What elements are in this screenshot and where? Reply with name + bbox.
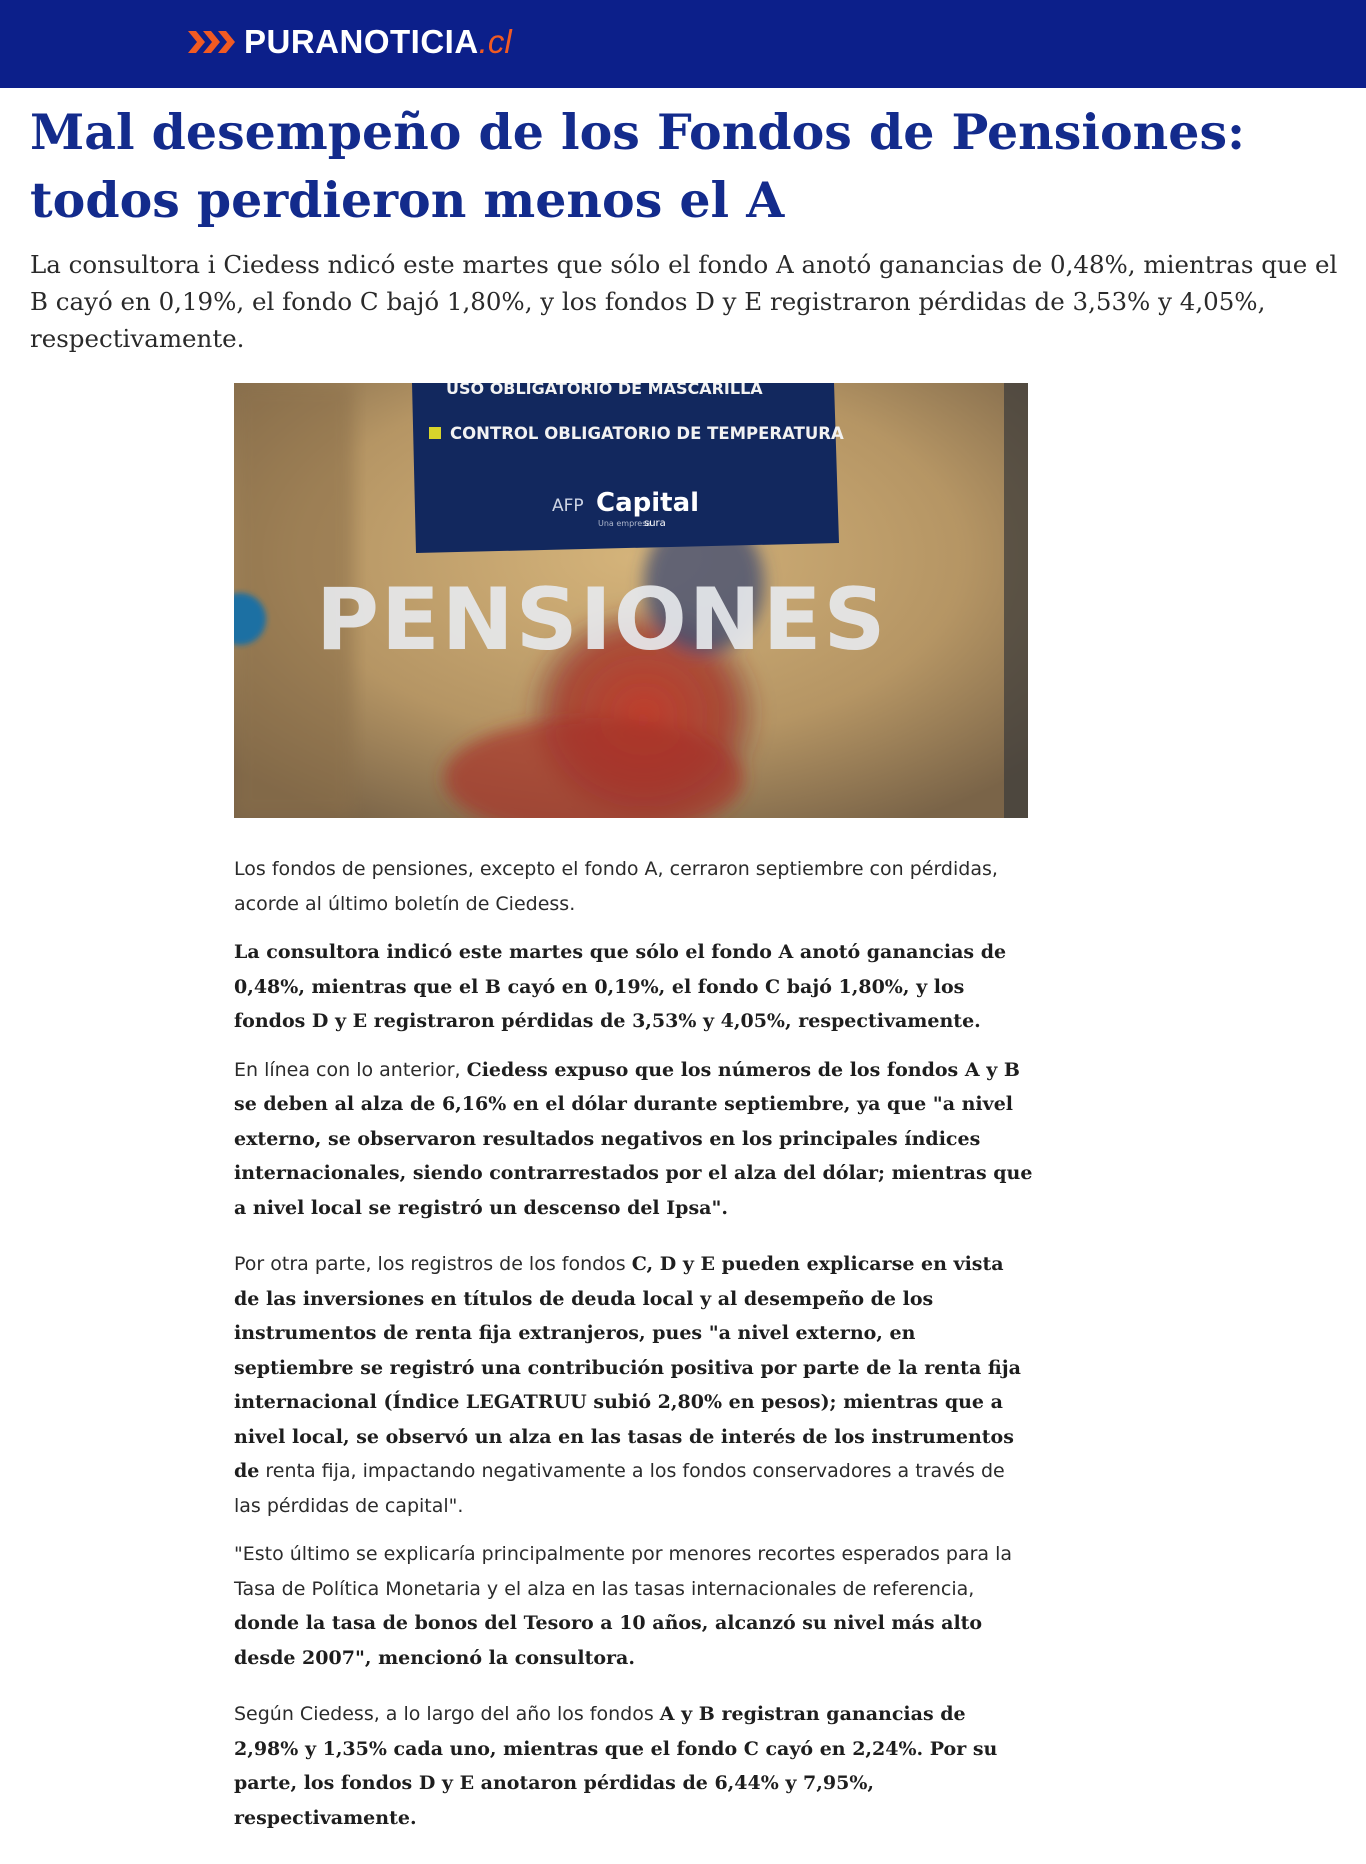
paragraph-3-intro: En línea con lo anterior, (234, 1058, 467, 1081)
paragraph-3 (234, 1053, 1034, 1226)
paragraph-5-intro: "Esto último se explicaría principalmente por menores recortes esperados para la Tasa de Política Monetaria y el alza en las tasas internacionales de referencia, (234, 1543, 1013, 1600)
paragraph-6-bold: A y B registran ganancias de 2,98% y 1,35% cada uno, mientras que el fondo C cayó en 2,24%. Por su parte, los fondos D y E anotaron pérdidas de 6,44% y 7,95%, respectivamente. (234, 1703, 998, 1829)
sign-brand-prefix: AFP (552, 496, 584, 516)
paragraph-4-bold: C, D y E pueden explicarse en vista de las inversiones en títulos de deuda local y al desempeño de los instrumentos de renta fija extranjeros, pues "a nivel externo, en septiembre se registró una contribución positiva por parte de la renta fija internacional (Índice LEGATRUU subió 2,80% en pesos); mientras que a nivel local, se observó un alza en las tasas de interés de los instrumentos de (234, 1253, 1021, 1482)
logo-wordmark: PURANOTICIA (244, 23, 479, 60)
paragraph-1: Los fondos de pensiones, excepto el fondo A, cerraron septiembre con pérdidas, acorde al último boletín de Ciedess. (234, 858, 998, 915)
logo-domain: .cl (478, 23, 512, 60)
paragraph-3-bold: Ciedess expuso que los números de los fondos A y B se deben al alza de 6,16% en el dólar durante septiembre, ya que "a nivel externo, se observaron resultados negativos en los principales índices internacionales, siendo contrarrestados por el alza del dólar; mientras que a nivel local se registró un descenso del Ipsa". (234, 1058, 1033, 1219)
paragraph-4-tail: renta fija, impactando negativamente a los fondos conservadores a través de las pérdidas de capital". (234, 1460, 1005, 1517)
article-title: Mal desempeño de los Fondos de Pensiones: todos perdieron menos el A (30, 103, 1246, 229)
paragraph-4-intro: Por otra parte, los registros de los fondos (234, 1253, 632, 1275)
window-lettering: PENSIONES (316, 570, 888, 670)
site-header (0, 0, 1366, 88)
sign-brand-name: Capital (596, 488, 700, 518)
paragraph-6-intro: Según Ciedess, a lo largo del año los fondos (234, 1703, 660, 1725)
paragraph-5 (234, 1537, 1034, 1675)
paragraph-6 (234, 1697, 1034, 1835)
paragraph-5-bold: donde la tasa de bonos del Tesoro a 10 años, alcanzó su nivel más alto desde 2007", mencionó la consultora. (234, 1612, 983, 1669)
paragraph-4 (234, 1247, 1034, 1523)
logo-chevrons-icon (188, 27, 238, 57)
paragraph-2: La consultora indicó este martes que sólo el fondo A anotó ganancias de 0,48%, mientras que el B cayó en 0,19%, el fondo C bajó 1,80%, y los fondos D y E registraron pérdidas de 3,53% y 4,05%, respectivamente. (234, 941, 1007, 1032)
sign-brand-tag: Una empresa (598, 519, 652, 528)
article-body (234, 852, 1034, 1849)
sign-brand-sub: sura (644, 518, 666, 529)
article-hero-image (234, 383, 1028, 818)
site-logo[interactable] (188, 22, 512, 62)
sign-line-2: CONTROL OBLIGATORIO DE TEMPERATURA (450, 424, 844, 443)
article-lead: La consultora i Ciedess ndicó este martes que sólo el fondo A anotó ganancias de 0,48%, mientras que el B cayó en 0,19%, el fondo C bajó 1,80%, y los fondos D y E registraron pérdidas de 3,53% y 4,05%, respectivamente. (30, 250, 1338, 353)
sign-line-1: USO OBLIGATORIO DE MASCARILLA (446, 383, 763, 398)
